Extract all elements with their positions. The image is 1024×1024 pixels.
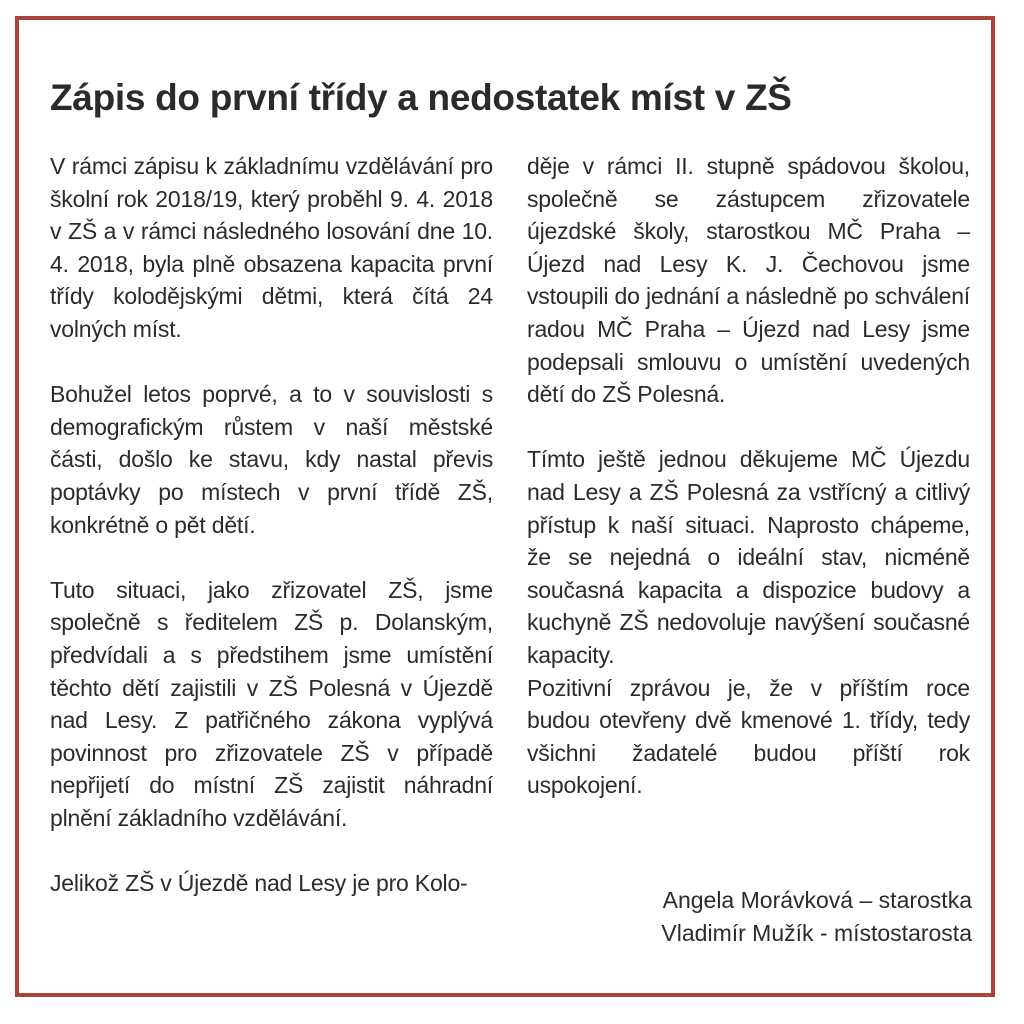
- right-column: [527, 150, 970, 802]
- paragraph-enrollment: V rámci zápisu k základnímu vzdělávání pro školní rok 2018/19, který proběhl 9. 4. 2018 v ZŠ a v rámci následného losování dne 10. 4. 2018, byla plně obsazena kapacita první třídy kolodějskými dětmi, která čítá 24 volných míst.: [50, 153, 493, 342]
- paragraph-catchment-end: děje v rámci II. stupně spádovou školou, společně se zástupcem zřizovatele újezdské školy, starostkou MČ Praha – Újezd nad Lesy K. J. Čechovou jsme vstoupili do jednání a následně po schválení radou MČ Praha – Újezd nad Lesy jsme podepsali smlouvu o umístění uvedených dětí do ZŠ Polesná.: [527, 153, 970, 408]
- article-title: Zápis do první třídy a nedostatek míst v ZŠ: [50, 77, 792, 118]
- signature-mayor: Angela Morávková – starostka: [662, 887, 972, 913]
- paragraph-catchment-start: Jelikož ZŠ v Újezdě nad Lesy je pro Kolo-: [50, 870, 468, 897]
- signature-block: [661, 884, 972, 950]
- paragraph-demand: Bohužel letos poprvé, a to v souvislosti s demografickým růstem v naší městské části, došlo ke stavu, kdy nastal převis poptávky po místech v první třídě ZŠ, konkrétně o pět dětí.: [50, 381, 493, 538]
- paragraph-good-news: Pozitivní zprávou je, že v příštím roce budou otevřeny dvě kmenové 1. třídy, tedy všichni žadatelé budou příští rok uspokojení.: [527, 674, 970, 799]
- paragraph-situation: Tuto situaci, jako zřizovatel ZŠ, jsme společně s ředitelem ZŠ p. Dolanským, předvídali a s předstihem jsme umístění těchto dětí zajistili v ZŠ Polesná v Újezdě nad Lesy. Z patřičného zákona vyplývá povinnost pro zřizovatele ZŠ v případě nepřijetí do místní ZŠ zajistit náhradní plnění základního vzdělávání.: [50, 576, 493, 831]
- left-column: [50, 150, 493, 900]
- signature-deputy-mayor: Vladimír Mužík - místostarosta: [661, 920, 972, 946]
- paragraph-thanks: Tímto ještě jednou děkujeme MČ Újezdu nad Lesy a ZŠ Polesná za vstřícný a citlivý přístup k naší situaci. Naprosto chápeme, že se nejedná o ideální stav, nicméně současná kapacita a dispozice budovy a kuchyně ZŠ nedovoluje navýšení současné kapacity.: [527, 446, 970, 668]
